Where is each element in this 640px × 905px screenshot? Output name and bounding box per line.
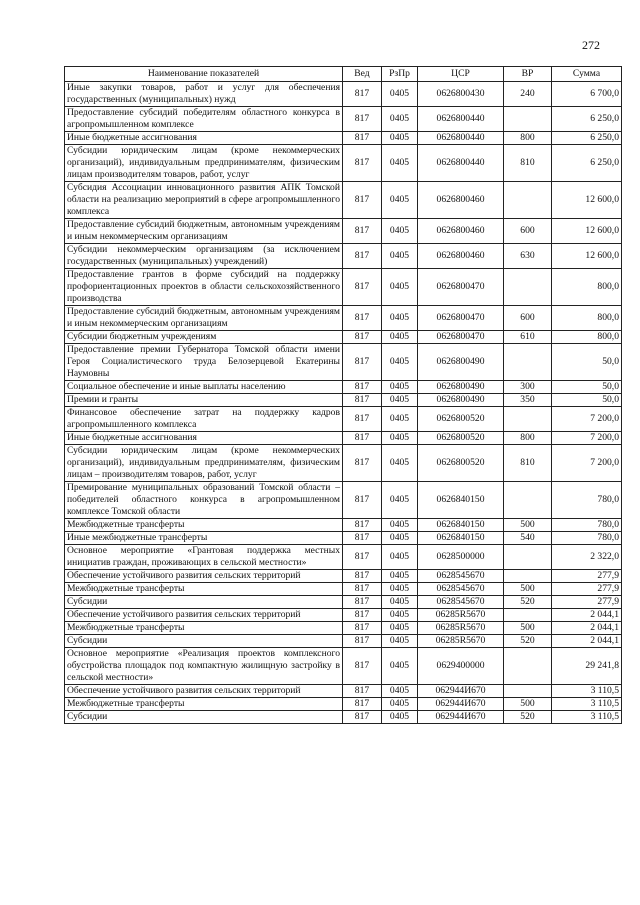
cell-csr: 0628500000: [418, 545, 504, 570]
cell-name: Финансовое обеспечение затрат на поддержку кадров агропромышленного комплекса: [65, 407, 343, 432]
cell-csr: 0628545670: [418, 570, 504, 583]
cell-vr: [504, 648, 552, 685]
cell-ved: 817: [343, 622, 382, 635]
cell-ved: 817: [343, 269, 382, 306]
cell-sum: 277,9: [552, 596, 622, 609]
cell-ved: 817: [343, 545, 382, 570]
cell-vr: [504, 344, 552, 381]
cell-csr: 0626800440: [418, 107, 504, 132]
cell-csr: 062944И670: [418, 698, 504, 711]
table-row: [65, 532, 622, 545]
cell-ved: 817: [343, 482, 382, 519]
table-row: [65, 635, 622, 648]
cell-name: Иные закупки товаров, работ и услуг для обеспечения государственных (муниципальных) нужд: [65, 82, 343, 107]
header-csr: ЦСР: [418, 67, 504, 82]
cell-vr: 520: [504, 635, 552, 648]
cell-name: Социальное обеспечение и иные выплаты населению: [65, 381, 343, 394]
cell-name: Премии и гранты: [65, 394, 343, 407]
cell-name: Субсидии: [65, 711, 343, 724]
table-row: [65, 132, 622, 145]
header-ved: Вед: [343, 67, 382, 82]
cell-rzpr: 0405: [382, 269, 418, 306]
cell-rzpr: 0405: [382, 445, 418, 482]
cell-sum: 50,0: [552, 394, 622, 407]
cell-rzpr: 0405: [382, 635, 418, 648]
cell-sum: 3 110,5: [552, 711, 622, 724]
cell-vr: [504, 545, 552, 570]
table-row: [65, 381, 622, 394]
cell-csr: 062944И670: [418, 711, 504, 724]
cell-sum: 6 250,0: [552, 145, 622, 182]
cell-csr: 0626800490: [418, 344, 504, 381]
cell-rzpr: 0405: [382, 545, 418, 570]
cell-sum: 277,9: [552, 570, 622, 583]
table-row: [65, 107, 622, 132]
header-vr: ВР: [504, 67, 552, 82]
cell-rzpr: 0405: [382, 609, 418, 622]
cell-name: Иные бюджетные ассигнования: [65, 132, 343, 145]
cell-rzpr: 0405: [382, 622, 418, 635]
cell-vr: [504, 570, 552, 583]
table-row: [65, 519, 622, 532]
cell-sum: 780,0: [552, 519, 622, 532]
cell-ved: 817: [343, 132, 382, 145]
cell-name: Предоставление субсидий бюджетным, автономным учреждениям и иным некоммерческим организациям: [65, 219, 343, 244]
cell-csr: 0626840150: [418, 519, 504, 532]
cell-sum: 7 200,0: [552, 432, 622, 445]
cell-ved: 817: [343, 394, 382, 407]
table-row: [65, 622, 622, 635]
cell-csr: 0626800460: [418, 219, 504, 244]
cell-sum: 29 241,8: [552, 648, 622, 685]
table-row: [65, 182, 622, 219]
cell-vr: [504, 609, 552, 622]
table-row: [65, 344, 622, 381]
table-row: [65, 432, 622, 445]
cell-ved: 817: [343, 685, 382, 698]
cell-ved: 817: [343, 344, 382, 381]
cell-ved: 817: [343, 635, 382, 648]
cell-csr: 0629400000: [418, 648, 504, 685]
cell-sum: 800,0: [552, 306, 622, 331]
cell-ved: 817: [343, 519, 382, 532]
cell-csr: 0626800460: [418, 182, 504, 219]
cell-name: Предоставление субсидий победителям областного конкурса в агропромышленном комплексе: [65, 107, 343, 132]
cell-vr: 810: [504, 445, 552, 482]
cell-csr: 062944И670: [418, 685, 504, 698]
cell-sum: 277,9: [552, 583, 622, 596]
cell-vr: [504, 482, 552, 519]
cell-sum: 50,0: [552, 381, 622, 394]
cell-vr: 520: [504, 711, 552, 724]
cell-ved: 817: [343, 609, 382, 622]
cell-vr: [504, 685, 552, 698]
cell-vr: 240: [504, 82, 552, 107]
cell-ved: 817: [343, 407, 382, 432]
cell-sum: 50,0: [552, 344, 622, 381]
cell-csr: 0626800430: [418, 82, 504, 107]
cell-sum: 2 044,1: [552, 635, 622, 648]
header-name: Наименование показателей: [65, 67, 343, 82]
cell-vr: 520: [504, 596, 552, 609]
cell-rzpr: 0405: [382, 482, 418, 519]
cell-ved: 817: [343, 107, 382, 132]
cell-rzpr: 0405: [382, 407, 418, 432]
cell-rzpr: 0405: [382, 570, 418, 583]
cell-vr: 810: [504, 145, 552, 182]
cell-rzpr: 0405: [382, 394, 418, 407]
header-sum: Сумма: [552, 67, 622, 82]
table-row: [65, 570, 622, 583]
table-row: [65, 244, 622, 269]
table-row: [65, 596, 622, 609]
cell-name: Предоставление премии Губернатора Томской области имени Героя Социалистического труда Белозерцевой Екатерины Наумовны: [65, 344, 343, 381]
cell-vr: 500: [504, 698, 552, 711]
cell-ved: 817: [343, 331, 382, 344]
cell-sum: 780,0: [552, 482, 622, 519]
cell-rzpr: 0405: [382, 685, 418, 698]
cell-vr: 500: [504, 622, 552, 635]
cell-rzpr: 0405: [382, 82, 418, 107]
cell-ved: 817: [343, 532, 382, 545]
cell-ved: 817: [343, 145, 382, 182]
table-row: [65, 407, 622, 432]
table-row: [65, 545, 622, 570]
table-row: [65, 609, 622, 622]
cell-vr: 610: [504, 331, 552, 344]
cell-sum: 2 044,1: [552, 609, 622, 622]
table-row: [65, 145, 622, 182]
cell-sum: 780,0: [552, 532, 622, 545]
cell-csr: 0628545670: [418, 583, 504, 596]
cell-csr: 06285R5670: [418, 609, 504, 622]
cell-vr: 350: [504, 394, 552, 407]
cell-rzpr: 0405: [382, 344, 418, 381]
cell-name: Субсидии юридическим лицам (кроме некоммерческих организаций), индивидуальным предпринимателям, физическим лицам производителям товаров, работ, услуг: [65, 145, 343, 182]
cell-name: Субсидии некоммерческим организациям (за исключением государственных (муниципальных) учреждений): [65, 244, 343, 269]
cell-vr: 600: [504, 306, 552, 331]
cell-name: Субсидии юридическим лицам (кроме некоммерческих организаций), индивидуальным предпринимателям, физическим лицам – производителям товаров, работ, услуг: [65, 445, 343, 482]
cell-csr: 0626840150: [418, 532, 504, 545]
table-row: [65, 482, 622, 519]
cell-ved: 817: [343, 596, 382, 609]
table-row: [65, 685, 622, 698]
cell-csr: 0626800440: [418, 145, 504, 182]
cell-vr: [504, 107, 552, 132]
cell-rzpr: 0405: [382, 432, 418, 445]
cell-vr: [504, 182, 552, 219]
cell-ved: 817: [343, 432, 382, 445]
table-row: [65, 648, 622, 685]
cell-sum: 2 044,1: [552, 622, 622, 635]
cell-sum: 3 110,5: [552, 685, 622, 698]
cell-name: Межбюджетные трансферты: [65, 519, 343, 532]
cell-csr: 0626800520: [418, 407, 504, 432]
table-row: [65, 394, 622, 407]
cell-sum: 3 110,5: [552, 698, 622, 711]
cell-ved: 817: [343, 244, 382, 269]
cell-sum: 7 200,0: [552, 445, 622, 482]
page-number: 272: [582, 38, 600, 52]
cell-sum: 800,0: [552, 269, 622, 306]
cell-sum: 7 200,0: [552, 407, 622, 432]
cell-rzpr: 0405: [382, 331, 418, 344]
cell-name: Обеспечение устойчивого развития сельских территорий: [65, 609, 343, 622]
cell-name: Субсидии: [65, 596, 343, 609]
cell-name: Субсидии бюджетным учреждениям: [65, 331, 343, 344]
cell-sum: 6 250,0: [552, 107, 622, 132]
table-row: [65, 331, 622, 344]
cell-csr: 0626800490: [418, 381, 504, 394]
cell-rzpr: 0405: [382, 519, 418, 532]
cell-csr: 0628545670: [418, 596, 504, 609]
cell-sum: 12 600,0: [552, 219, 622, 244]
table-row: [65, 698, 622, 711]
cell-rzpr: 0405: [382, 596, 418, 609]
cell-vr: 600: [504, 219, 552, 244]
table-row: [65, 269, 622, 306]
cell-vr: 800: [504, 432, 552, 445]
cell-name: Обеспечение устойчивого развития сельских территорий: [65, 685, 343, 698]
cell-name: Основное мероприятие «Грантовая поддержка местных инициатив граждан, проживающих в сельской местности»: [65, 545, 343, 570]
cell-rzpr: 0405: [382, 306, 418, 331]
cell-rzpr: 0405: [382, 145, 418, 182]
table-row: [65, 711, 622, 724]
cell-rzpr: 0405: [382, 711, 418, 724]
cell-rzpr: 0405: [382, 107, 418, 132]
table-row: [65, 219, 622, 244]
cell-name: Предоставление субсидий бюджетным, автономным учреждениям и иным некоммерческим организациям: [65, 306, 343, 331]
cell-rzpr: 0405: [382, 698, 418, 711]
cell-sum: 12 600,0: [552, 244, 622, 269]
cell-csr: 0626800440: [418, 132, 504, 145]
cell-csr: 0626800490: [418, 394, 504, 407]
cell-rzpr: 0405: [382, 132, 418, 145]
cell-csr: 0626800470: [418, 269, 504, 306]
cell-rzpr: 0405: [382, 381, 418, 394]
cell-ved: 817: [343, 445, 382, 482]
cell-vr: 300: [504, 381, 552, 394]
cell-vr: 800: [504, 132, 552, 145]
cell-name: Межбюджетные трансферты: [65, 698, 343, 711]
cell-vr: 500: [504, 519, 552, 532]
table-row: [65, 82, 622, 107]
cell-vr: [504, 407, 552, 432]
cell-rzpr: 0405: [382, 583, 418, 596]
cell-name: Межбюджетные трансферты: [65, 583, 343, 596]
cell-name: Иные бюджетные ассигнования: [65, 432, 343, 445]
cell-csr: 06285R5670: [418, 635, 504, 648]
cell-csr: 0626800470: [418, 331, 504, 344]
cell-rzpr: 0405: [382, 219, 418, 244]
cell-csr: 0626800520: [418, 432, 504, 445]
cell-vr: 500: [504, 583, 552, 596]
cell-sum: 800,0: [552, 331, 622, 344]
cell-sum: 12 600,0: [552, 182, 622, 219]
cell-rzpr: 0405: [382, 648, 418, 685]
cell-vr: 630: [504, 244, 552, 269]
cell-ved: 817: [343, 570, 382, 583]
cell-ved: 817: [343, 182, 382, 219]
cell-sum: 2 322,0: [552, 545, 622, 570]
cell-ved: 817: [343, 381, 382, 394]
cell-rzpr: 0405: [382, 532, 418, 545]
cell-name: Субсидия Ассоциации инновационного развития АПК Томской области на реализацию мероприятий в сфере агропромышленного комплекса: [65, 182, 343, 219]
table-row: [65, 306, 622, 331]
cell-rzpr: 0405: [382, 182, 418, 219]
cell-name: Межбюджетные трансферты: [65, 622, 343, 635]
cell-csr: 0626800520: [418, 445, 504, 482]
cell-name: Субсидии: [65, 635, 343, 648]
cell-name: Премирование муниципальных образований Томской области – победителей областного конкурса в агропромышленном комплексе Томской области: [65, 482, 343, 519]
cell-ved: 817: [343, 698, 382, 711]
cell-csr: 06285R5670: [418, 622, 504, 635]
cell-ved: 817: [343, 583, 382, 596]
budget-table: [64, 66, 622, 724]
cell-name: Основное мероприятие «Реализация проектов комплексного обустройства площадок под компактную жилищную застройку в сельской местности»: [65, 648, 343, 685]
cell-rzpr: 0405: [382, 244, 418, 269]
cell-ved: 817: [343, 306, 382, 331]
table-header-row: [65, 67, 622, 82]
cell-sum: 6 250,0: [552, 132, 622, 145]
cell-ved: 817: [343, 219, 382, 244]
header-rzpr: РзПр: [382, 67, 418, 82]
cell-name: Иные межбюджетные трансферты: [65, 532, 343, 545]
cell-vr: 540: [504, 532, 552, 545]
cell-name: Предоставление грантов в форме субсидий на поддержку профориентационных проектов в области сельскохозяйственного производства: [65, 269, 343, 306]
cell-ved: 817: [343, 648, 382, 685]
cell-ved: 817: [343, 82, 382, 107]
table-row: [65, 445, 622, 482]
cell-name: Обеспечение устойчивого развития сельских территорий: [65, 570, 343, 583]
cell-csr: 0626800460: [418, 244, 504, 269]
cell-csr: 0626840150: [418, 482, 504, 519]
table-row: [65, 583, 622, 596]
cell-ved: 817: [343, 711, 382, 724]
cell-vr: [504, 269, 552, 306]
cell-csr: 0626800470: [418, 306, 504, 331]
cell-sum: 6 700,0: [552, 82, 622, 107]
